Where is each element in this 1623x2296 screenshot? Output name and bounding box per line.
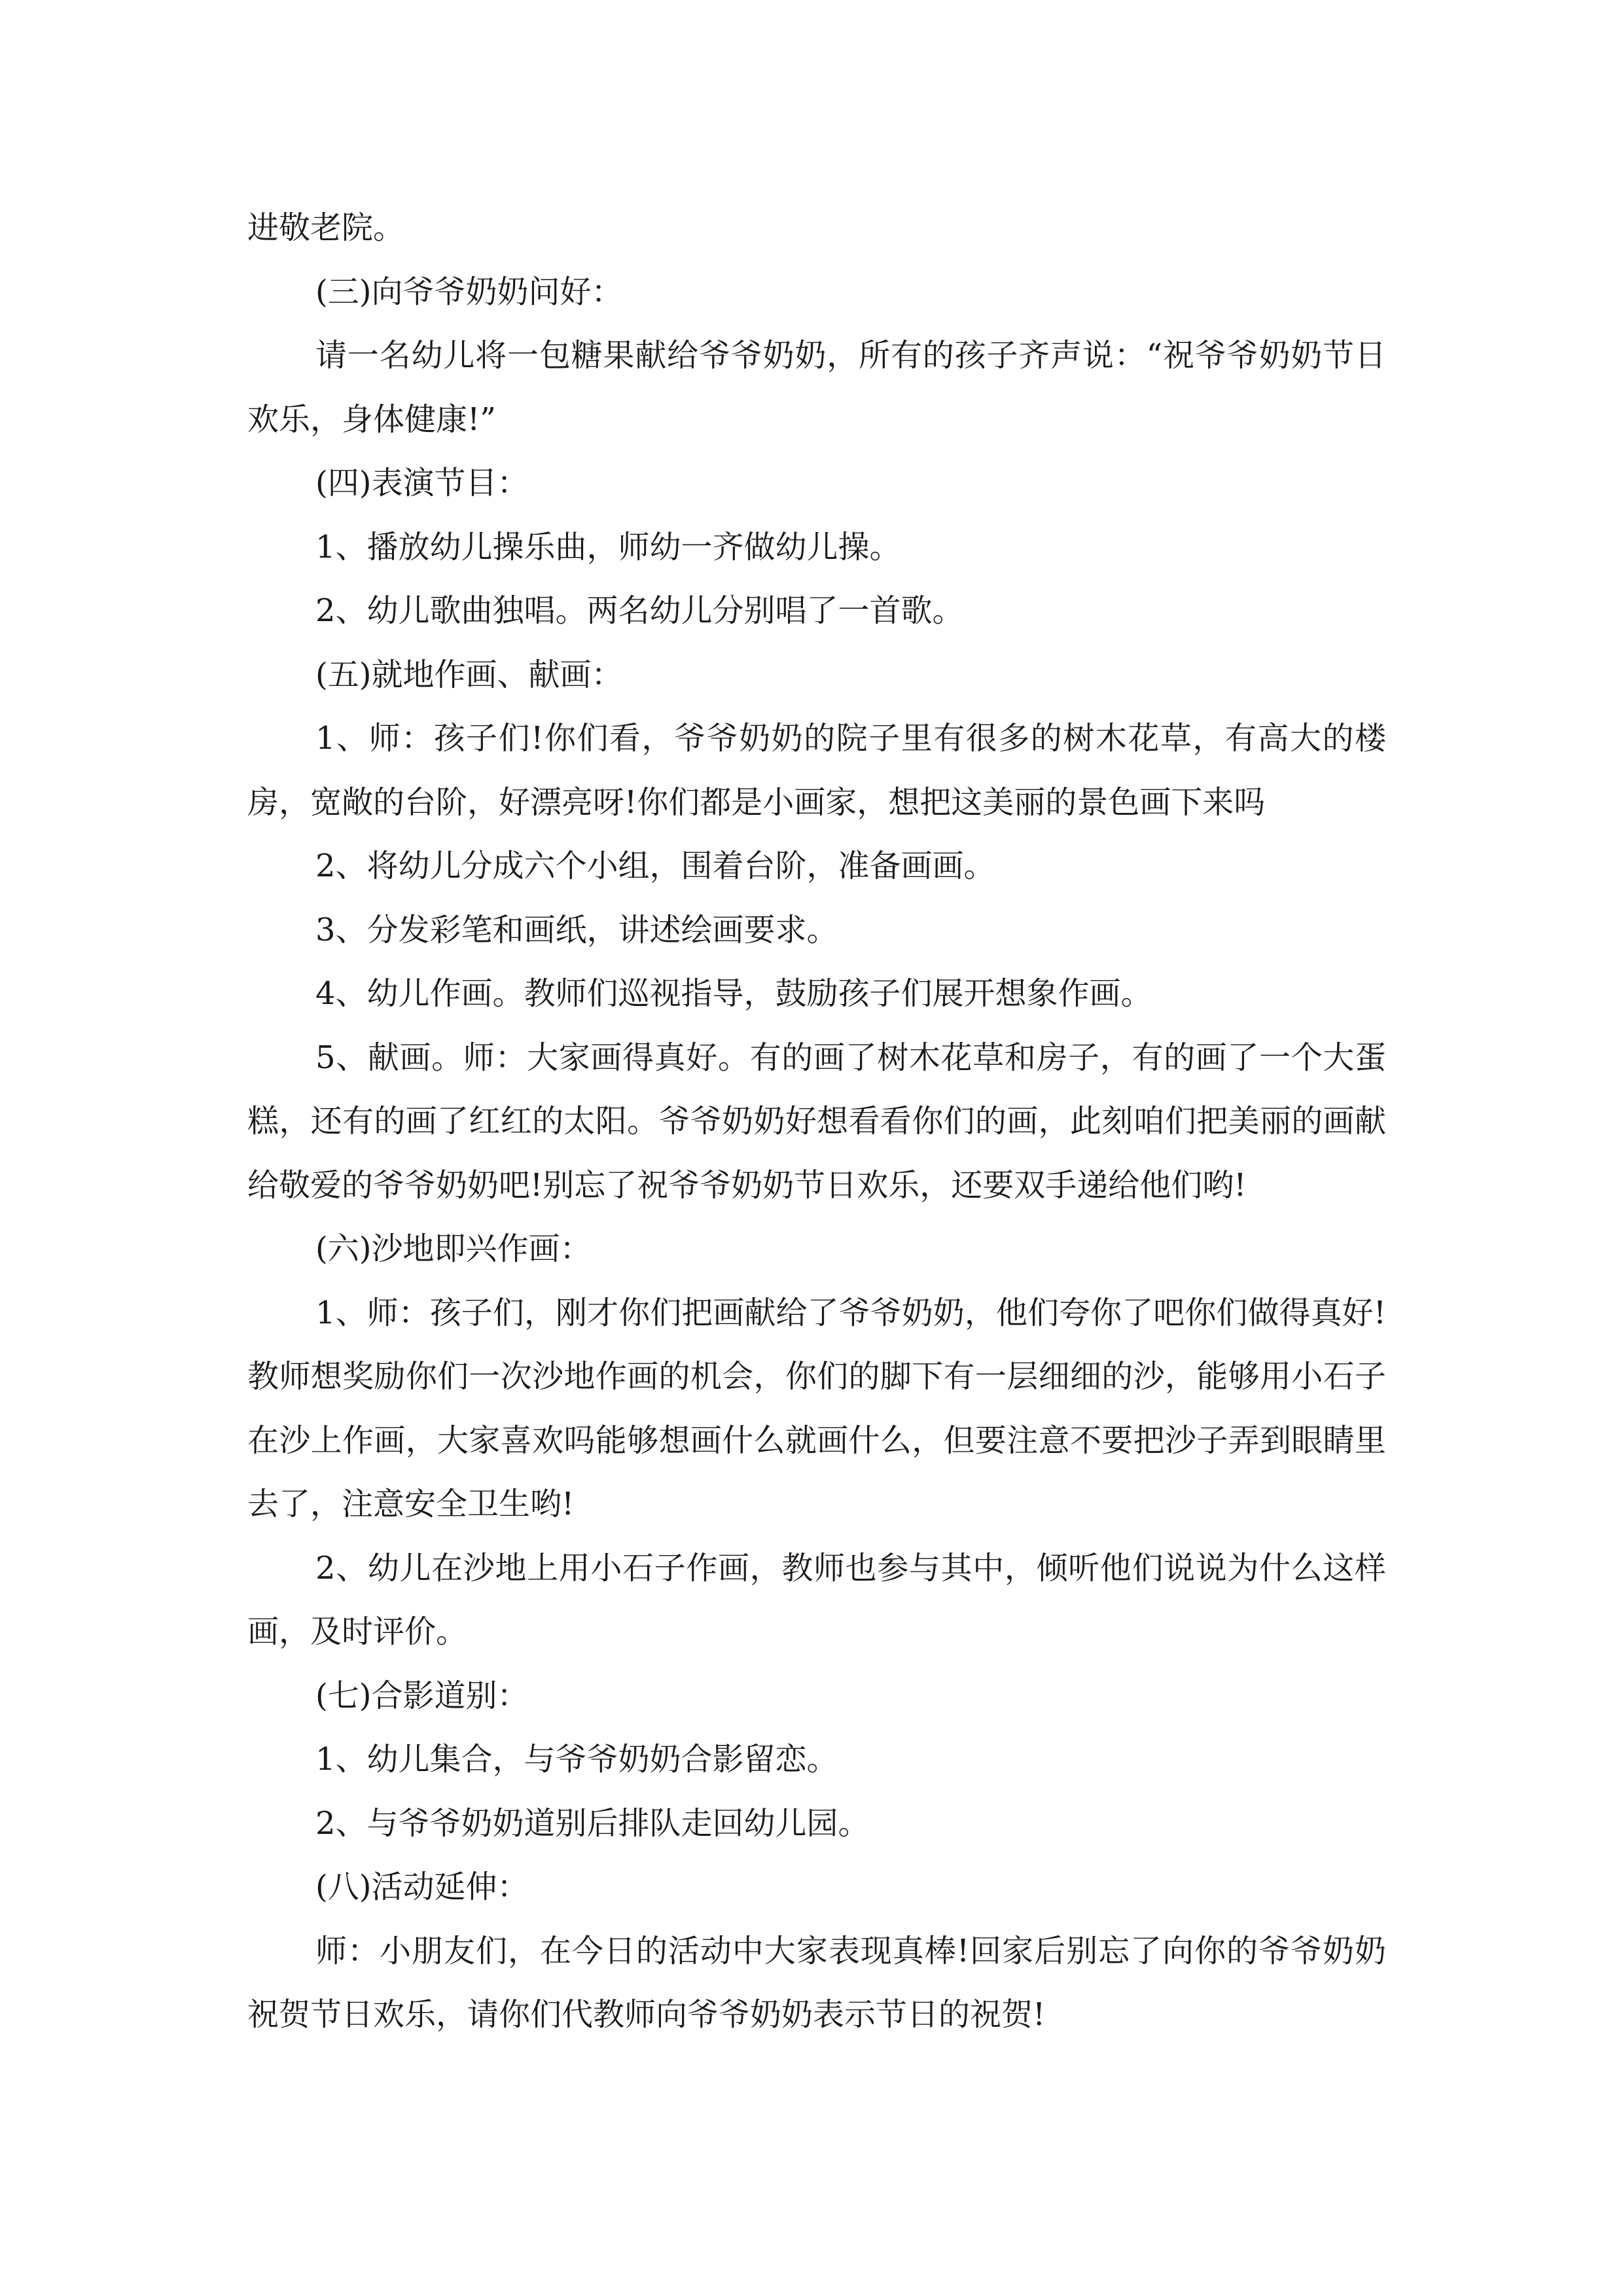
- list-item: 2、与爷爷奶奶道别后排队走回幼儿园。: [315, 1804, 870, 1842]
- list-item: 4、幼儿作画。教师们巡视指导，鼓励孩子们展开想象作画。: [315, 975, 1152, 1012]
- list-item: 1、幼儿集合，与爷爷奶奶合影留恋。: [315, 1741, 838, 1778]
- list-item: 3、分发彩笔和画纸，讲述绘画要求。: [315, 911, 838, 948]
- list-item: 5、献画。师：大家画得真好。有的画了树木花草和房子，有的画了一个大蛋糕，还有的画了红红的太阳。爷爷奶奶好想看看你们的画，此刻咱们把美丽的画献给敬爱的爷爷奶奶吧!别忘了祝爷爷奶奶节日欢乐，还要双手递给他们哟!: [247, 1039, 1386, 1204]
- list-item: 1、播放幼儿操乐曲，师幼一齐做幼儿操。: [315, 528, 901, 565]
- list-item: 1、师：孩子们，刚才你们把画献给了爷爷奶奶，他们夸你了吧你们做得真好!教师想奖励你们一次沙地作画的机会，你们的脚下有一层细细的沙，能够用小石子在沙上作画，大家喜欢吗能够想画什么就画什么，但要注意不要把沙子弄到眼睛里去了，注意安全卫生哟!: [247, 1294, 1386, 1522]
- document-body: [247, 196, 1386, 2047]
- section-heading-8: (八)活动延伸：: [315, 1869, 529, 1905]
- list-item: 2、幼儿歌曲独唱。两名幼儿分别唱了一首歌。: [315, 592, 964, 629]
- paragraph: 请一名幼儿将一包糖果献给爷爷奶奶，所有的孩子齐声说：“祝爷爷奶奶节日欢乐，身体健康!”: [247, 337, 1386, 438]
- list-item: 2、幼儿在沙地上用小石子作画，教师也参与其中，倾听他们说说为什么这样画，及时评价。: [247, 1549, 1386, 1650]
- section-heading-3: (三)向爷爷奶奶问好：: [315, 273, 623, 310]
- list-item: 2、将幼儿分成六个小组，围着台阶，准备画画。: [315, 848, 995, 884]
- section-heading-7: (七)合影道别：: [315, 1677, 529, 1714]
- section-heading-5: (五)就地作画、献画：: [315, 656, 623, 693]
- section-heading-4: (四)表演节目：: [315, 465, 529, 501]
- section-heading-6: (六)沙地即兴作画：: [315, 1230, 592, 1267]
- list-item: 1、师：孩子们!你们看，爷爷奶奶的院子里有很多的树木花草，有高大的楼房，宽敞的台阶，好漂亮呀!你们都是小画家，想把这美丽的景色画下来吗: [247, 720, 1386, 821]
- paragraph-continuation: 进敬老院。: [247, 209, 405, 246]
- paragraph: 师：小朋友们，在今日的活动中大家表现真棒!回家后别忘了向你的爷爷奶奶祝贺节日欢乐，请你们代教师向爷爷奶奶表示节日的祝贺!: [247, 1932, 1386, 2033]
